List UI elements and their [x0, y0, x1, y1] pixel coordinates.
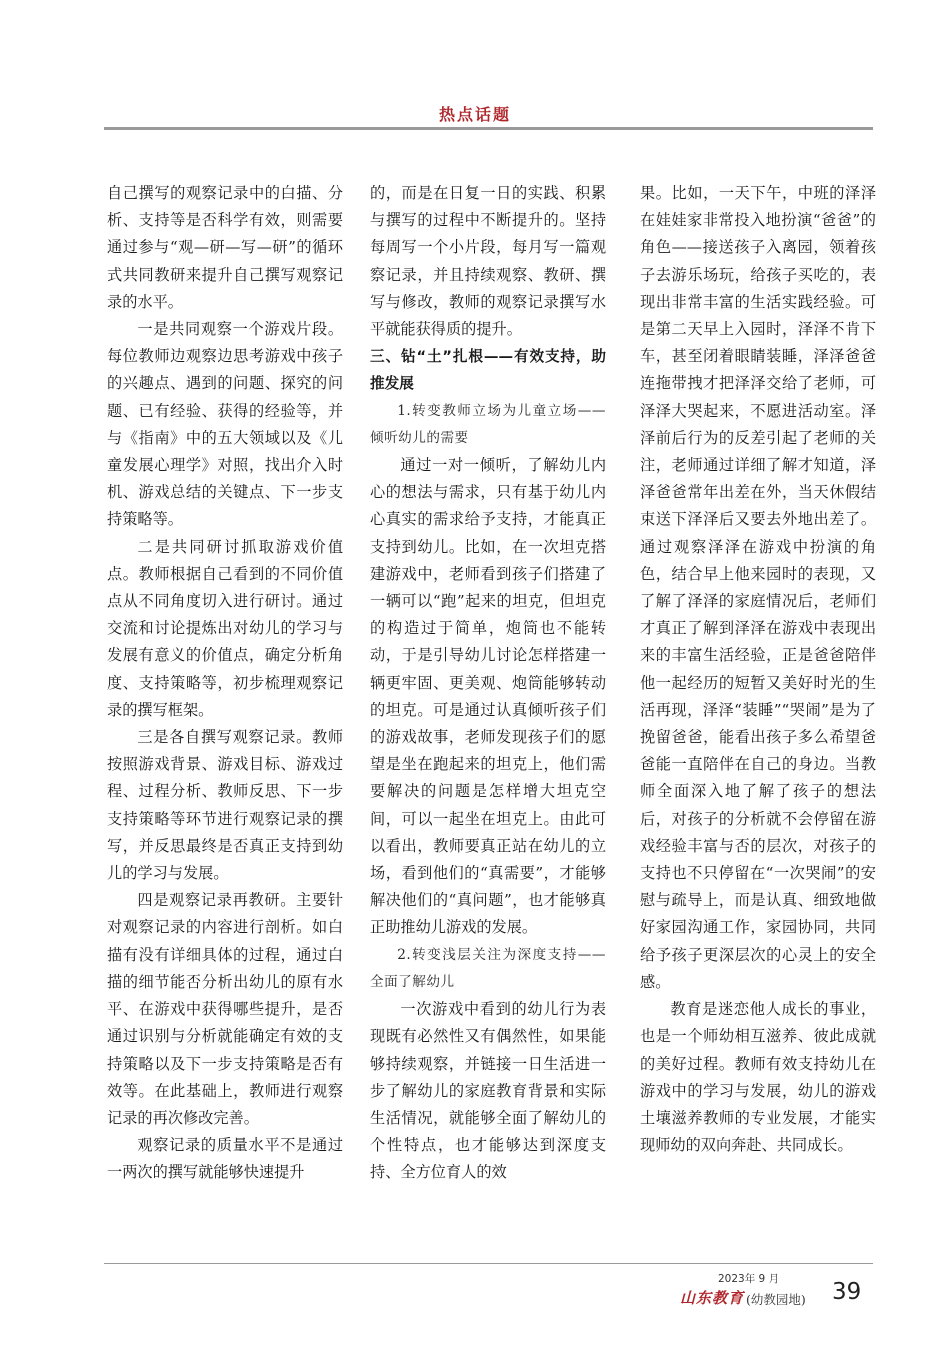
paragraph: 四是观察记录再教研。主要针对观察记录的内容进行剖析。如白描有没有详细具体的过程，通过白描的细节能否分析出幼儿的原有水平、在游戏中获得哪些提升，是否通过识别与分析就能确定有效的支持策略以及下一步支持策略是否有效等。在此基础上，教师进行观察记录的再次修改完善。 — [107, 891, 343, 1127]
magazine-logo: 山东教育 — [680, 1289, 745, 1307]
paragraph: 一是共同观察一个游戏片段。每位教师边观察边思考游戏中孩子的兴趣点、遇到的问题、探究的问题、已有经验、获得的经验等，并与《指南》中的五大领域以及《儿童发展心理学》对照，找出介入时机、游戏总结的关键点、下一步支持策略等。 — [107, 320, 343, 529]
subsection-heading: 1.转变教师立场为儿童立场——倾听幼儿的需要 — [370, 402, 606, 446]
header-rule — [104, 127, 873, 130]
magazine-subtitle: (幼教园地) — [746, 1292, 806, 1307]
footer-rule — [104, 1263, 873, 1264]
text-column-2 — [370, 180, 606, 1187]
subsection-heading: 2.转变浅层关注为深度支持——全面了解幼儿 — [370, 946, 606, 990]
paragraph: 观察记录的质量水平不是通过一两次的撰写就能够快速提升 — [107, 1136, 343, 1182]
paragraph: 自己撰写的观察记录中的白描、分析、支持等是否科学有效，则需要通过参与“观—研—写—研”的循环式共同教研来提升自己撰写观察记录的水平。 — [107, 184, 343, 311]
paragraph: 二是共同研讨抓取游戏价值点。教师根据自己看到的不同价值点从不同角度切入进行研讨。通过交流和讨论提炼出对幼儿的学习与发展有意义的价值点，确定分析角度、支持策略等，初步梳理观察记录的撰写框架。 — [107, 537, 343, 719]
text-column-3 — [640, 180, 876, 1159]
paragraph: 教育是迷恋他人成长的事业，也是一个师幼相互滋养、彼此成就的美好过程。教师有效支持幼儿在游戏中的学习与发展，幼儿的游戏土壤滋养教师的专业发展，才能实现师幼的双向奔赴、共同成长。 — [640, 1000, 876, 1155]
section-heading: 三、钻“土”扎根——有效支持，助推发展 — [370, 348, 606, 393]
paragraph: 果。比如，一天下午，中班的泽泽在娃娃家非常投入地扮演“爸爸”的角色——接送孩子入离园，领着孩子去游乐场玩，给孩子买吃的，表现出非常丰富的生活实践经验。可是第二天早上入园时，泽泽不肯下车，甚至闭着眼睛装睡，泽泽爸爸连拖带拽才把泽泽交给了老师，可泽泽大哭起来，不愿进活动室。泽泽前后行为的反差引起了老师的关注，老师通过详细了解才知道，泽泽爸爸常年出差在外，当天休假结束送下泽泽后又要去外地出差了。通过观察泽泽在游戏中扮演的角色，结合早上他来园时的表现，又了解了泽泽的家庭情况后，老师们才真正了解到泽泽在游戏中表现出来的丰富生活经验，正是爸爸陪伴他一起经历的短暂又美好时光的生活再现，泽泽“装睡”“哭闹”是为了挽留爸爸，能看出孩子多么希望爸爸能一直陪伴在自己的身边。当教师全面深入地了解了孩子的想法后，对孩子的分析就不会停留在游戏经验丰富与否的层次，对孩子的支持也不只停留在“一次哭闹”的安慰与疏导上，而是认真、细致地做好家园沟通工作，家园协同，共同给予孩子更深层次的心灵上的安全感。 — [640, 184, 876, 991]
paragraph: 一次游戏中看到的幼儿行为表现既有必然性又有偶然性，如果能够持续观察，并链接一日生活进一步了解幼儿的家庭教育背景和实际生活情况，就能够全面了解幼儿的个性特点，也才能够达到深度支持、全方位育人的效 — [370, 1000, 606, 1182]
issue-date: 2023年 9 月 — [718, 1273, 780, 1285]
paragraph: 通过一对一倾听，了解幼儿内心的想法与需求，只有基于幼儿内心真实的需求给予支持，才能真正支持到幼儿。比如，在一次坦克搭建游戏中，老师看到孩子们搭建了一辆可以“跑”起来的坦克，但坦克的构造过于简单，炮筒也不能转动，于是引导幼儿讨论怎样搭建一辆更牢固、更美观、炮筒能够转动的坦克。可是通过认真倾听孩子们的游戏故事，老师发现孩子们的愿望是坐在跑起来的坦克上，他们需要解决的问题是怎样增大坦克空间，可以一起坐在坦克上。由此可以看出，教师要真正站在幼儿的立场，看到他们的“真需要”，才能够解决他们的“真问题”，也才能够真正助推幼儿游戏的发展。 — [370, 456, 606, 937]
paragraph: 的，而是在日复一日的实践、积累与撰写的过程中不断提升的。坚持每周写一个小片段，每月写一篇观察记录，并且持续观察、教研、撰写与修改，教师的观察记录撰写水平就能获得质的提升。 — [370, 184, 606, 339]
paragraph: 三是各自撰写观察记录。教师按照游戏背景、游戏目标、游戏过程、过程分析、教师反思、下一步支持策略等环节进行观察记录的撰写，并反思最终是否真正支持到幼儿的学习与发展。 — [107, 728, 343, 883]
page-number: 39 — [832, 1279, 862, 1305]
section-title: 热点话题 — [438, 105, 511, 124]
text-column-1 — [107, 180, 343, 1187]
